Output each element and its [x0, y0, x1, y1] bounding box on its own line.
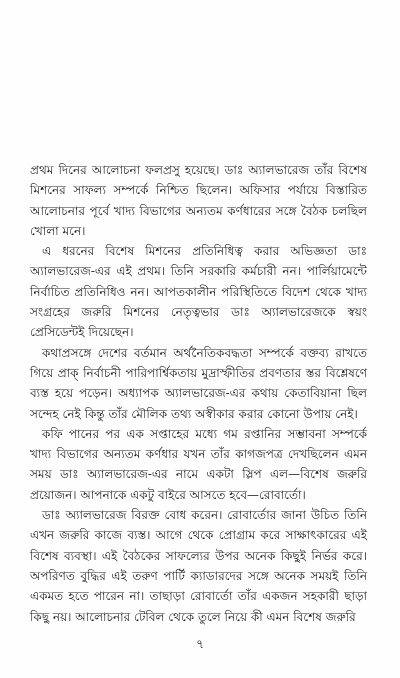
paragraph-3: কথাপ্রসঙ্গে দেশের বর্তমান অর্থনৈতিকবদ্ধতা সম্পর্কে বক্তব্য রাখতে গিয়ে প্রাক্‌ নির্বাচনী পারিপার্শ্বিকতায় মুদ্রাস্ফীতির প্রবণতার স্তর বিশ্লেষণে ব্যস্ত হয়ে পড়েন। অধ্যাপক অ্যালভারেজ-এর কথায় কেতাবিয়ানা ছিল সন্দেহ নেই কিন্তু তাঁর মৌলিক তথ্য অস্বীকার করার কোনো উপায় নেই। [30, 345, 367, 421]
paragraph-2: এ ধরনের বিশেষ মিশনের প্রতিনিধিত্ব করার অভিজ্ঞতা ডাঃ অ্যালভারেজ-এর এই প্রথম। তিনি সরকারি কর্মচারী নন। পার্লিয়ামেন্টে নির্বাচিত প্রতিনিধিও নন। আপতকালীন পরিস্থিতিতে বিদেশ থেকে খাদ্য সংগ্রহের জরুরি মিশনের নেতৃত্বভার ডাঃ অ্যালভারেজকে স্বয়ং প্রেসিডেন্টই দিয়েছেন। [30, 244, 367, 340]
body-text [30, 160, 367, 627]
paragraph-5: ডাঃ অ্যালভারেজ বিরক্ত বোধ করেন। রোবার্তোর জানা উচিত তিনি এখন জরুরি কাজে ব্যস্ত। আগে থেকে প্রোগ্রাম করে সাক্ষাৎকারের এই বিশেষ ব্যবস্থা। এই বৈঠকের সাফল্যের উপর অনেক কিছুই নির্ভর করে। অপরিণত বুদ্ধির এই তরুণ পার্টি ক্যাডারদের সঙ্গে অনেক সময়ই তিনি একমত হতে পারেন না। তাছাড়া রোবার্তো তাঁর একজন সহকারী ছাড়া কিছু নয়। আলোচনার টেবিল থেকে তুলে নিয়ে কী এমন বিশেষ জরুরি [30, 508, 367, 624]
paragraph-4: কফি পানের পর এক সপ্তাহের মধ্যে গম রপ্তানির সম্ভাবনা সম্পর্কে খাদ্য বিভাগের অন্যতম কর্ণধার যখন তাঁর কাগজপত্র দেখছিলেন এমন সময় ডাঃ অ্যালভারেজ-এর নামে একটা স্লিপ এল—বিশেষ জরুরি প্রয়োজন। আপনাকে একটু বাইরে আসতে হবে—রোবার্তো। [30, 426, 367, 502]
page-number: ৭ [196, 637, 204, 651]
paragraph-1: প্রথম দিনের আলোচনা ফলপ্রসু হয়েছে। ডাঃ অ্যালভারেজ তাঁর বিশেষ মিশনের সাফল্য সম্পর্কে নিশ্চিত ছিলেন। অফিসার পর্যায়ে বিস্তারিত আলোচনার পূর্বে খাদ্য বিভাগের অন্যতম কর্ণধারের সঙ্গে বৈঠক চলছিল খোলা মনে। [30, 163, 367, 238]
